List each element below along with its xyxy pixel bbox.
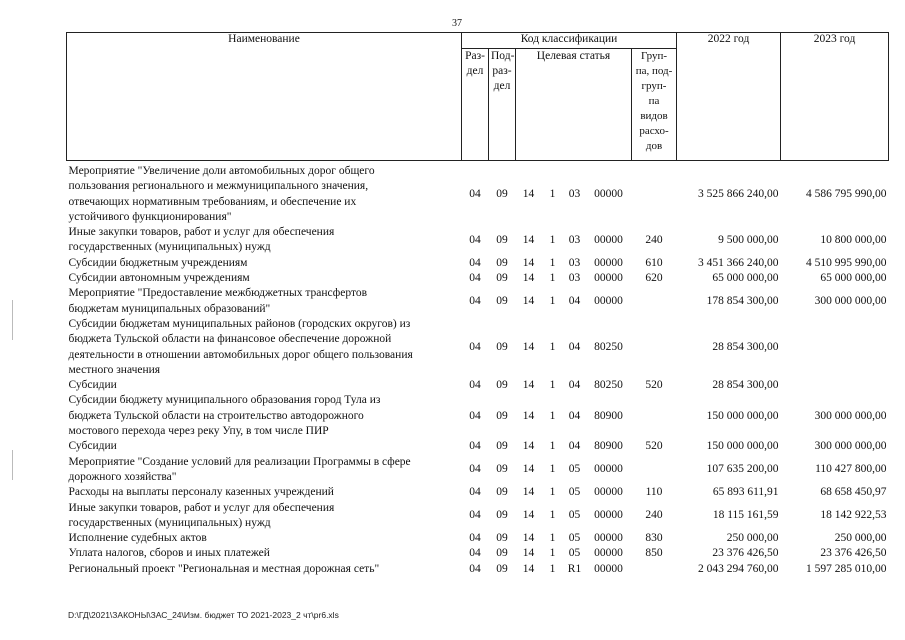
header-year-2023: 2023 год bbox=[781, 33, 889, 161]
header-podrazdel: Под- раз- дел bbox=[489, 49, 516, 161]
row-name: Иные закупки товаров, работ и услуг для обеспечения государственных (муниципальных) нужд bbox=[68, 226, 335, 254]
header-target-article: Целевая статья bbox=[516, 49, 632, 161]
row-razdel: 04 bbox=[469, 562, 481, 575]
row-name: Мероприятие "Увеличение доли автомобильных дорог общего пользования регионального и межмуниципального значения, отвечающих нормативным требованиям, и обеспечение их устойчивого функционирования" bbox=[68, 165, 375, 223]
table-row bbox=[67, 317, 889, 378]
row-name: Субсидии бюджетам муниципальных районов (городских округов) из бюджета Тульской области на финансовое обеспечение дорожной деятельности в отношении автомобильных дорог общего пользования местного значения bbox=[68, 317, 413, 376]
row-expense-type: 110 bbox=[645, 486, 663, 499]
row-expense-type bbox=[632, 562, 677, 577]
row-expense-type bbox=[632, 455, 677, 486]
row-podrazdel: 09 bbox=[496, 409, 508, 422]
row-target-direction: 80250 bbox=[594, 379, 623, 392]
row-target-event: 04 bbox=[568, 340, 581, 353]
row-target-direction: 00000 bbox=[594, 547, 623, 560]
header-razdel: Раз- дел bbox=[462, 49, 489, 161]
row-target-event: 05 bbox=[568, 547, 581, 560]
row-expense-type bbox=[632, 286, 677, 317]
row-podrazdel: 09 bbox=[496, 272, 508, 285]
row-amount-2022: 2 043 294 760,00 bbox=[698, 562, 779, 575]
row-amount-2022: 28 854 300,00 bbox=[712, 379, 779, 392]
row-target-program: 14 bbox=[522, 340, 535, 353]
table-row bbox=[67, 271, 889, 286]
row-target-subprogram: 1 bbox=[549, 256, 556, 269]
row-target-program: 14 bbox=[522, 463, 535, 476]
row-amount-2022: 23 376 426,50 bbox=[712, 547, 779, 560]
table-row bbox=[67, 531, 889, 546]
row-target-program: 14 bbox=[522, 440, 535, 453]
row-podrazdel: 09 bbox=[496, 295, 508, 308]
row-amount-2023: 4 586 795 990,00 bbox=[806, 187, 887, 200]
row-razdel: 04 bbox=[469, 409, 481, 422]
budget-table bbox=[66, 32, 889, 577]
row-amount-2022: 65 893 611,91 bbox=[712, 486, 779, 499]
row-target-direction: 80900 bbox=[594, 409, 623, 422]
page-number: 37 bbox=[452, 18, 462, 29]
row-name: Региональный проект "Региональная и местная дорожная сеть" bbox=[68, 562, 380, 575]
row-amount-2022: 150 000 000,00 bbox=[706, 440, 779, 453]
file-path-footer: D:\ГД\2021\ЗАКОНЫ\ЗАС_24\Изм. бюджет ТО 2021-2023_2 чт\pr6.xls bbox=[68, 610, 339, 620]
row-podrazdel: 09 bbox=[496, 340, 508, 353]
margin-mark bbox=[12, 300, 13, 340]
row-target-subprogram: 1 bbox=[549, 340, 556, 353]
row-target-subprogram: 1 bbox=[549, 233, 556, 246]
row-amount-2022: 3 525 866 240,00 bbox=[698, 187, 779, 200]
row-target-direction: 00000 bbox=[594, 187, 623, 200]
row-razdel: 04 bbox=[469, 463, 481, 476]
row-expense-type: 240 bbox=[645, 233, 663, 246]
table-row bbox=[67, 161, 889, 226]
row-amount-2023 bbox=[781, 317, 889, 378]
row-target-event: 04 bbox=[568, 379, 581, 392]
row-amount-2022: 250 000,00 bbox=[726, 532, 779, 545]
table-row bbox=[67, 455, 889, 486]
row-expense-type bbox=[632, 317, 677, 378]
row-amount-2022: 178 854 300,00 bbox=[706, 295, 779, 308]
row-target-subprogram: 1 bbox=[549, 440, 556, 453]
row-target-subprogram: 1 bbox=[549, 463, 556, 476]
row-target-program: 14 bbox=[522, 409, 535, 422]
row-razdel: 04 bbox=[469, 547, 481, 560]
row-target-subprogram: 1 bbox=[549, 409, 556, 422]
row-target-program: 14 bbox=[522, 272, 535, 285]
row-amount-2022: 9 500 000,00 bbox=[718, 233, 779, 246]
row-razdel: 04 bbox=[469, 233, 481, 246]
row-amount-2023: 4 510 995 990,00 bbox=[806, 256, 887, 269]
row-name: Субсидии bbox=[68, 440, 117, 453]
row-target-event: 03 bbox=[568, 233, 581, 246]
row-podrazdel: 09 bbox=[496, 233, 508, 246]
row-target-program: 14 bbox=[522, 187, 535, 200]
table-row bbox=[67, 378, 889, 393]
row-target-program: 14 bbox=[522, 532, 535, 545]
row-target-direction: 00000 bbox=[594, 295, 623, 308]
row-target-event: R1 bbox=[567, 562, 582, 575]
row-amount-2023: 110 427 800,00 bbox=[815, 463, 887, 476]
row-razdel: 04 bbox=[469, 272, 481, 285]
row-expense-type: 620 bbox=[645, 272, 663, 285]
row-expense-type: 520 bbox=[645, 440, 663, 453]
row-podrazdel: 09 bbox=[496, 187, 508, 200]
row-expense-type: 850 bbox=[645, 547, 663, 560]
row-target-event: 04 bbox=[568, 295, 581, 308]
row-target-event: 05 bbox=[568, 486, 581, 499]
row-target-subprogram: 1 bbox=[549, 509, 556, 522]
row-target-event: 03 bbox=[568, 256, 581, 269]
row-expense-type: 610 bbox=[645, 256, 663, 269]
row-podrazdel: 09 bbox=[496, 562, 508, 575]
header-year-2022: 2022 год bbox=[677, 33, 781, 161]
table-row bbox=[67, 501, 889, 532]
header-classification: Код классификации bbox=[462, 33, 677, 49]
row-target-event: 05 bbox=[568, 463, 581, 476]
row-target-subprogram: 1 bbox=[549, 379, 556, 392]
row-amount-2023: 300 000 000,00 bbox=[814, 440, 887, 453]
row-target-direction: 00000 bbox=[594, 532, 623, 545]
row-target-direction: 00000 bbox=[594, 272, 623, 285]
row-amount-2022: 107 635 200,00 bbox=[706, 463, 779, 476]
row-amount-2023: 1 597 285 010,00 bbox=[806, 562, 887, 575]
table-row bbox=[67, 256, 889, 271]
row-target-event: 05 bbox=[568, 532, 581, 545]
row-target-event: 03 bbox=[568, 272, 581, 285]
row-razdel: 04 bbox=[469, 379, 481, 392]
row-target-program: 14 bbox=[522, 379, 535, 392]
row-name: Субсидии бюджетным учреждениям bbox=[68, 256, 248, 269]
row-razdel: 04 bbox=[469, 509, 481, 522]
row-amount-2022: 65 000 000,00 bbox=[712, 272, 779, 285]
row-target-program: 14 bbox=[522, 486, 535, 499]
row-target-event: 05 bbox=[568, 509, 581, 522]
table-row bbox=[67, 439, 889, 454]
row-expense-type: 830 bbox=[645, 532, 663, 545]
row-amount-2023: 300 000 000,00 bbox=[814, 295, 887, 308]
row-target-program: 14 bbox=[522, 256, 535, 269]
row-target-program: 14 bbox=[522, 547, 535, 560]
row-name: Субсидии бюджету муниципального образования город Тула из бюджета Тульской области на строительство автодорожного мостового перехода через реку Упу, в том числе ПИР bbox=[68, 394, 381, 438]
row-name: Субсидии bbox=[68, 379, 117, 392]
row-target-direction: 00000 bbox=[594, 256, 623, 269]
row-target-direction: 00000 bbox=[594, 463, 623, 476]
row-name: Иные закупки товаров, работ и услуг для обеспечения государственных (муниципальных) нужд bbox=[68, 501, 335, 529]
table-row bbox=[67, 546, 889, 561]
row-target-subprogram: 1 bbox=[549, 532, 556, 545]
row-amount-2023 bbox=[781, 378, 889, 393]
row-target-direction: 80250 bbox=[594, 340, 623, 353]
header-expense-group: Груп- па, под- груп- па видов расхо- дов bbox=[632, 49, 677, 161]
row-target-program: 14 bbox=[522, 233, 535, 246]
row-razdel: 04 bbox=[469, 295, 481, 308]
margin-mark bbox=[12, 450, 13, 480]
row-target-subprogram: 1 bbox=[549, 486, 556, 499]
row-razdel: 04 bbox=[469, 486, 481, 499]
row-target-subprogram: 1 bbox=[549, 295, 556, 308]
row-amount-2023: 23 376 426,50 bbox=[820, 547, 887, 560]
row-name: Субсидии автономным учреждениям bbox=[68, 272, 250, 285]
row-target-direction: 00000 bbox=[594, 486, 623, 499]
row-razdel: 04 bbox=[469, 532, 481, 545]
row-expense-type: 240 bbox=[645, 509, 663, 522]
row-name: Мероприятие "Создание условий для реализации Программы в сфере дорожного хозяйства" bbox=[68, 455, 411, 483]
row-razdel: 04 bbox=[469, 440, 481, 453]
row-amount-2023: 300 000 000,00 bbox=[814, 409, 887, 422]
table-row bbox=[67, 485, 889, 500]
table-row bbox=[67, 286, 889, 317]
row-target-direction: 00000 bbox=[594, 509, 623, 522]
row-amount-2022: 28 854 300,00 bbox=[712, 340, 779, 353]
row-razdel: 04 bbox=[469, 256, 481, 269]
row-podrazdel: 09 bbox=[496, 440, 508, 453]
row-name: Исполнение судебных актов bbox=[68, 532, 207, 545]
row-podrazdel: 09 bbox=[496, 256, 508, 269]
row-target-event: 04 bbox=[568, 440, 581, 453]
row-name: Расходы на выплаты персоналу казенных учреждений bbox=[68, 486, 334, 499]
row-amount-2023: 250 000,00 bbox=[834, 532, 887, 545]
row-name: Мероприятие "Предоставление межбюджетных трансфертов бюджетам муниципальных образований" bbox=[68, 287, 368, 315]
row-target-program: 14 bbox=[522, 509, 535, 522]
header-name: Наименование bbox=[67, 33, 462, 161]
row-amount-2023: 18 142 922,53 bbox=[820, 509, 887, 522]
row-amount-2023: 10 800 000,00 bbox=[820, 233, 887, 246]
table-row bbox=[67, 562, 889, 577]
row-target-subprogram: 1 bbox=[549, 272, 556, 285]
row-razdel: 04 bbox=[469, 187, 481, 200]
row-podrazdel: 09 bbox=[496, 379, 508, 392]
row-name: Уплата налогов, сборов и иных платежей bbox=[68, 547, 270, 560]
row-target-program: 14 bbox=[522, 295, 535, 308]
row-podrazdel: 09 bbox=[496, 486, 508, 499]
row-amount-2023: 65 000 000,00 bbox=[820, 272, 887, 285]
row-podrazdel: 09 bbox=[496, 532, 508, 545]
row-target-subprogram: 1 bbox=[549, 187, 556, 200]
row-target-direction: 00000 bbox=[594, 562, 623, 575]
row-target-event: 03 bbox=[568, 187, 581, 200]
row-target-direction: 00000 bbox=[594, 233, 623, 246]
row-expense-type bbox=[632, 393, 677, 439]
row-amount-2022: 18 115 161,59 bbox=[712, 509, 779, 522]
row-target-subprogram: 1 bbox=[549, 562, 556, 575]
row-target-subprogram: 1 bbox=[549, 547, 556, 560]
row-amount-2023: 68 658 450,97 bbox=[820, 486, 887, 499]
row-podrazdel: 09 bbox=[496, 509, 508, 522]
row-target-direction: 80900 bbox=[594, 440, 623, 453]
row-target-program: 14 bbox=[522, 562, 535, 575]
row-podrazdel: 09 bbox=[496, 547, 508, 560]
row-amount-2022: 3 451 366 240,00 bbox=[698, 256, 779, 269]
row-target-event: 04 bbox=[568, 409, 581, 422]
row-expense-type: 520 bbox=[645, 379, 663, 392]
row-expense-type bbox=[632, 161, 677, 226]
row-amount-2022: 150 000 000,00 bbox=[706, 409, 779, 422]
row-razdel: 04 bbox=[469, 340, 481, 353]
row-podrazdel: 09 bbox=[496, 463, 508, 476]
table-row bbox=[67, 225, 889, 256]
table-row bbox=[67, 393, 889, 439]
